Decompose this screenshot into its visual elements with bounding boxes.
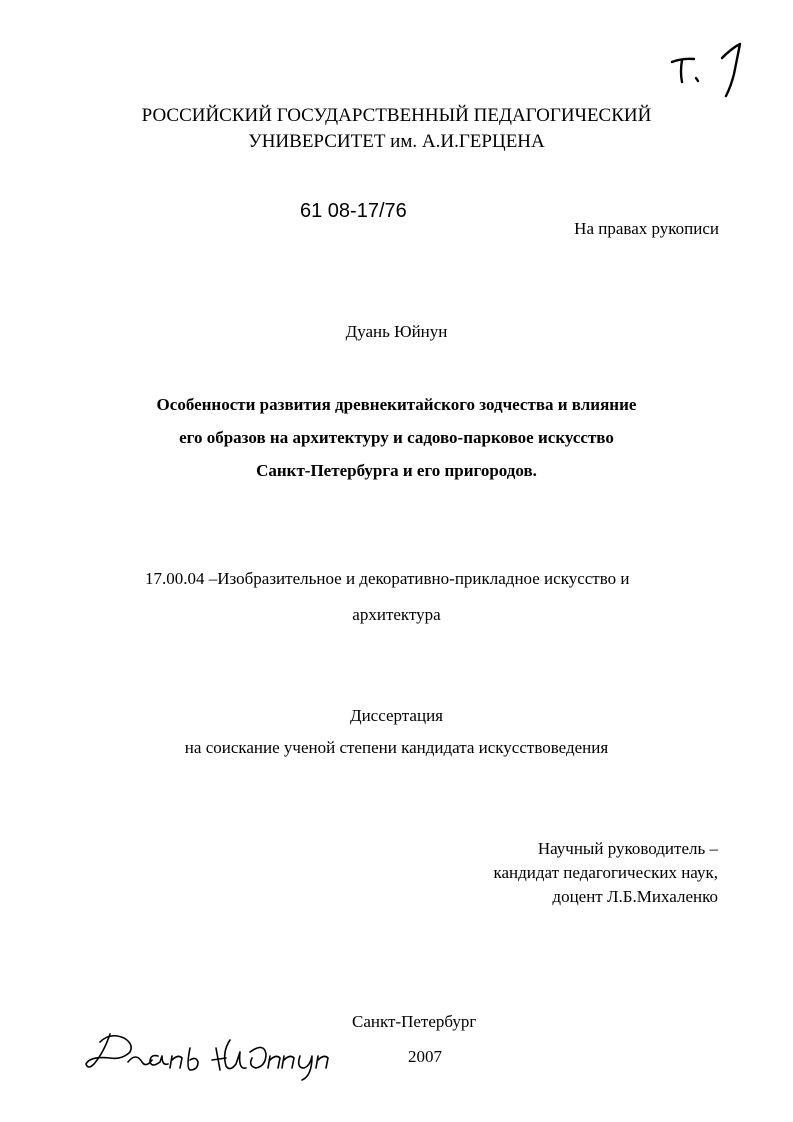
title-line-2: его образов на архитектуру и садово-парковое искусство <box>179 428 614 447</box>
year: 2007 <box>408 1047 442 1066</box>
manuscript-rights: На правах рукописи <box>574 219 719 238</box>
handwritten-signature <box>80 1012 380 1082</box>
scientific-advisor <box>493 837 718 909</box>
dissertation-title <box>0 388 793 487</box>
dissertation-type <box>0 700 793 764</box>
advisor-line-3: доцент Л.Б.Михаленко <box>552 887 718 906</box>
advisor-line-2: кандидат педагогических наук, <box>493 863 718 882</box>
university-line-1: РОССИЙСКИЙ ГОСУДАРСТВЕННЫЙ ПЕДАГОГИЧЕСКИЙ <box>141 105 652 126</box>
university-name <box>0 103 793 155</box>
title-line-3: Санкт-Петербурга и его пригородов. <box>256 461 537 480</box>
university-line-2: УНИВЕРСИТЕТ им. А.И.ГЕРЦЕНА <box>248 131 545 152</box>
title-line-1: Особенности развития древнекитайского зодчества и влияние <box>156 395 637 414</box>
city: Санкт-Петербург <box>352 1012 477 1031</box>
specialty-line-2: архитектура <box>352 605 441 624</box>
author-name: Дуань Юйнун <box>345 322 448 341</box>
specialty-line-1: 17.00.04 –Изобразительное и декоративно-прикладное искусство и <box>145 569 630 588</box>
dissertation-line-1: Диссертация <box>349 706 443 725</box>
handwritten-volume-mark <box>660 40 770 100</box>
catalog-code: 61 08-17/76 <box>300 200 407 222</box>
advisor-line-1: Научный руководитель – <box>537 839 718 858</box>
dissertation-line-2: на соискание ученой степени кандидата искусствоведения <box>184 738 609 757</box>
